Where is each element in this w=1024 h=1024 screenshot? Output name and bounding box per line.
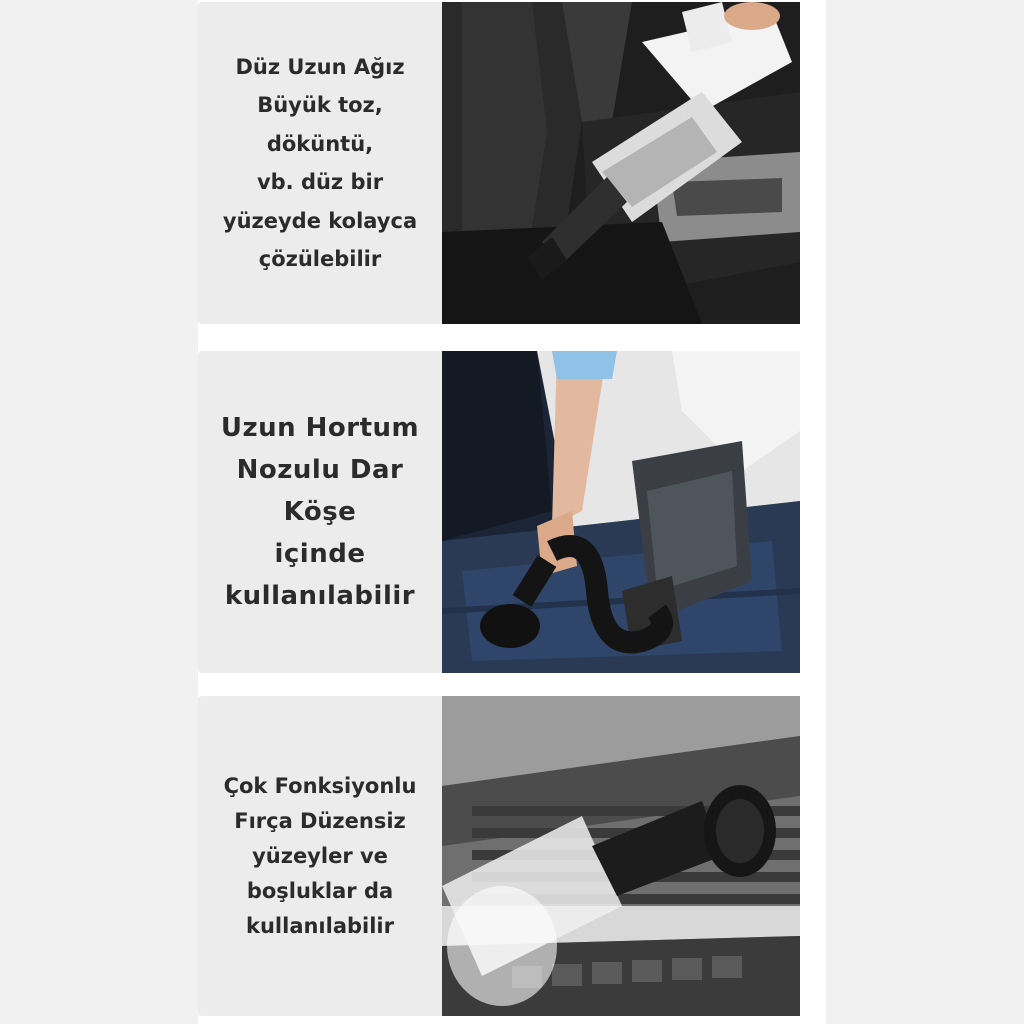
vacuum-hose-nozzle-photo <box>442 351 800 673</box>
vacuum-flat-nozzle-photo <box>442 2 800 324</box>
left-margin <box>0 0 198 1024</box>
feature-panel-brush-nozzle <box>198 696 800 1016</box>
right-margin <box>826 0 1024 1024</box>
feature-caption-box <box>198 696 442 1016</box>
feature-caption: Çok Fonksiyonlu Fırça Düzensiz yüzeyler ve boşluklar da kullanılabilir <box>223 773 417 938</box>
feature-panel-flat-nozzle <box>198 2 800 324</box>
feature-panel-hose-nozzle <box>198 351 800 673</box>
feature-caption-box <box>198 2 442 324</box>
vacuum-brush-vent-photo <box>442 696 800 1016</box>
feature-caption: Uzun Hortum Nozulu Dar Köşe içinde kullanılabilir <box>220 413 420 611</box>
feature-caption-box <box>198 351 442 673</box>
feature-caption: Düz Uzun Ağız Büyük toz, döküntü, vb. düz bir yüzeyde kolayca çözülebilir <box>222 54 418 271</box>
